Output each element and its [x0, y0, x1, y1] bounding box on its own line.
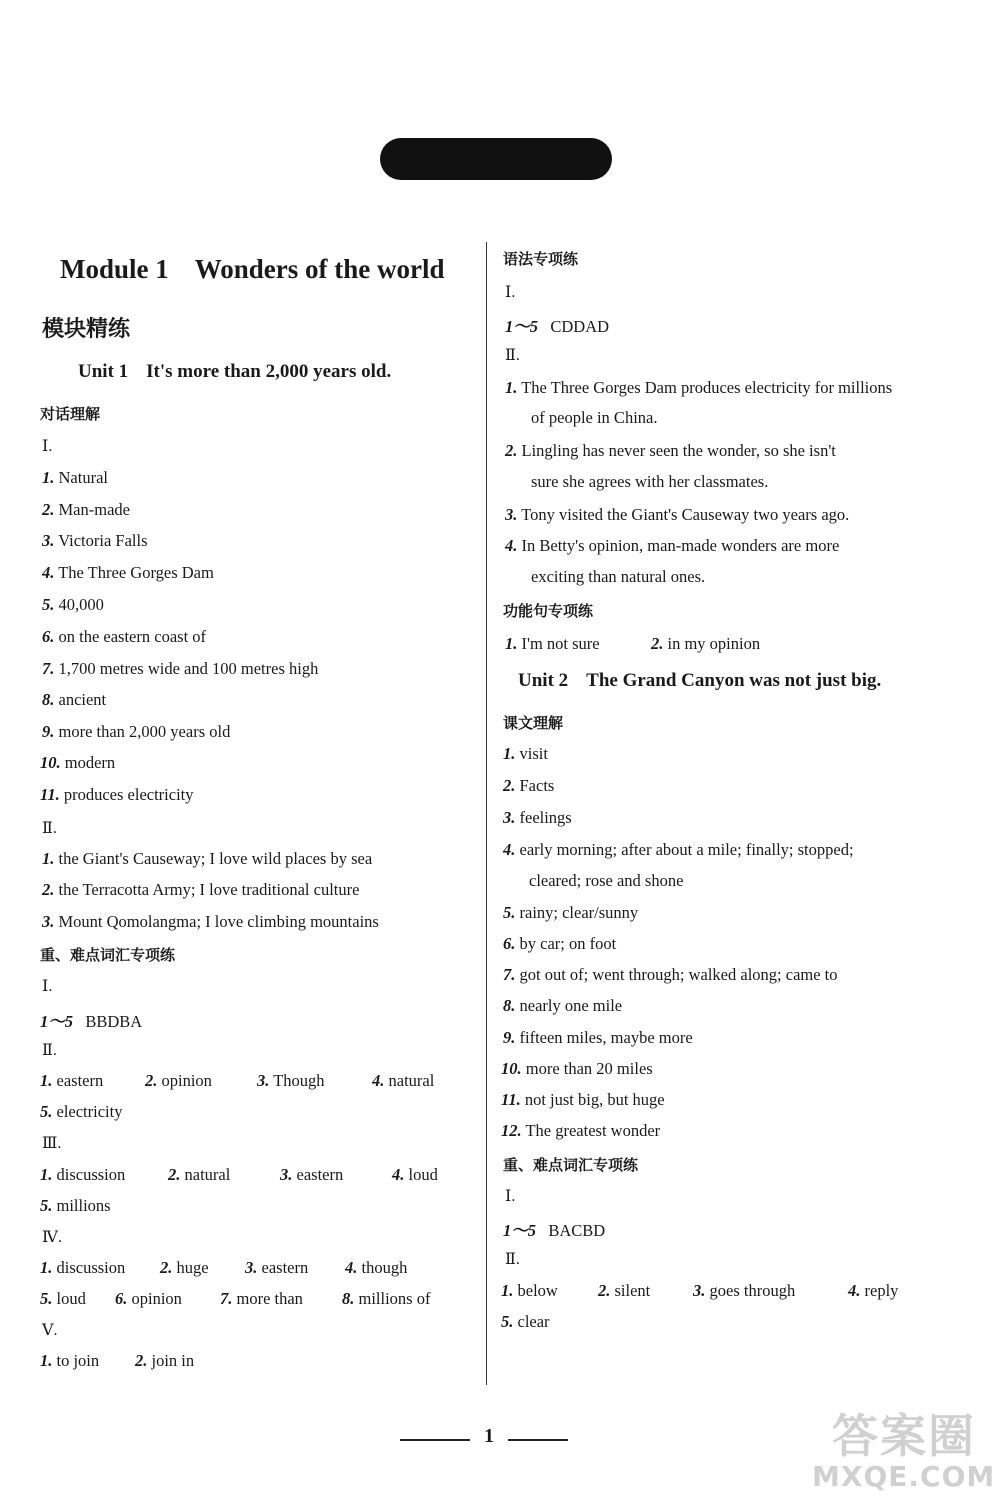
answer-item: 10. more than 20 miles [501, 1059, 653, 1078]
answer-item: 3. Mount Qomolangma; I love climbing mountains [42, 912, 379, 931]
answer-item: 7. more than [220, 1289, 303, 1308]
module-title [60, 254, 445, 285]
answer-item: 3. goes through [693, 1281, 796, 1300]
unit1-title [78, 361, 391, 383]
unit2-title [518, 670, 881, 692]
answer-item: 1. The Three Gorges Dam produces electricity for millions [505, 378, 893, 397]
answer-item: 6. opinion [115, 1289, 182, 1308]
answer-item: 3. Victoria Falls [42, 531, 148, 550]
answer-item: 5. rainy; clear/sunny [503, 903, 639, 922]
header-banner [380, 138, 612, 180]
answer-item: 2. natural [168, 1165, 231, 1184]
answer-item: 11. not just big, but huge [501, 1090, 665, 1109]
answer-item: 2. Facts [503, 776, 555, 795]
answer-item: 4. loud [392, 1165, 438, 1184]
roman-numeral: Ⅲ. [42, 1135, 62, 1152]
answer-item: 3. eastern [245, 1258, 309, 1277]
roman-numeral: Ⅱ. [42, 820, 57, 837]
answer-item: 5. clear [501, 1312, 550, 1331]
answer-item: 4. early morning; after about a mile; finally; stopped; [503, 840, 854, 859]
answer-item: 3. feelings [503, 808, 572, 827]
answer-item: 1. eastern [40, 1071, 104, 1090]
answer-item: 4. The Three Gorges Dam [42, 563, 214, 582]
watermark-logo [812, 1400, 996, 1493]
section-title: 模块精练 [42, 317, 131, 342]
answer-item: 8. ancient [42, 690, 107, 709]
answer-item: 2. join in [135, 1351, 195, 1370]
answer-item: 1. discussion [40, 1258, 126, 1277]
answer-item: 5. millions [40, 1196, 111, 1215]
column-divider [486, 242, 487, 1385]
answer-item-continuation: exciting than natural ones. [531, 567, 706, 586]
answer-item: 9. fifteen miles, maybe more [503, 1028, 693, 1047]
roman-numeral: Ⅱ. [505, 347, 520, 364]
answer-item: 3. eastern [280, 1165, 344, 1184]
answer-item: 8. nearly one mile [503, 996, 623, 1015]
answer-item: 1. the Giant's Causeway; I love wild places by sea [42, 849, 373, 868]
answer-item: 1～5 BBDBA [40, 1012, 143, 1031]
unit1-number: Unit 1 [78, 361, 129, 382]
sub-heading-grammar: 语法专项练 [503, 250, 579, 268]
roman-numeral: Ⅱ. [42, 1042, 57, 1059]
answer-item: 1. I'm not sure [505, 634, 600, 653]
roman-numeral: Ⅴ. [42, 1322, 58, 1339]
answer-item: 8. millions of [342, 1289, 431, 1308]
page-number: 1 [484, 1425, 494, 1447]
sub-heading-text: 课文理解 [503, 714, 564, 732]
answer-item: 9. more than 2,000 years old [42, 722, 231, 741]
roman-numeral: Ⅰ. [42, 438, 53, 455]
answer-item: 1. Natural [42, 468, 108, 487]
answer-item: 7. 1,700 metres wide and 100 metres high [42, 659, 319, 678]
answer-item: 12. The greatest wonder [501, 1121, 661, 1140]
unit1-name: It's more than 2,000 years old. [146, 361, 392, 382]
sub-heading-vocab2: 重、难点词汇专项练 [503, 1156, 639, 1174]
answer-item: 2. opinion [145, 1071, 212, 1090]
answer-item: 2. Man-made [42, 500, 130, 519]
answer-item: 1. discussion [40, 1165, 126, 1184]
answer-item: 1. to join [40, 1351, 100, 1370]
watermark-text: 答案圈 [832, 1409, 976, 1463]
answer-item: 4. though [345, 1258, 408, 1277]
unit2-name: The Grand Canyon was not just big. [586, 670, 882, 691]
roman-numeral: Ⅰ. [505, 1188, 516, 1205]
roman-numeral: Ⅱ. [505, 1251, 520, 1268]
answer-item: 5. electricity [40, 1102, 123, 1121]
answer-item-continuation: of people in China. [531, 408, 658, 427]
module-name: Wonders of the world [194, 254, 445, 284]
answer-item: 7. got out of; went through; walked along; came to [503, 965, 838, 984]
answer-item: 1～5 CDDAD [505, 317, 610, 336]
answer-item: 1. visit [503, 744, 548, 763]
answer-item: 5. 40,000 [42, 595, 104, 614]
answer-item: 3. Tony visited the Giant's Causeway two years ago. [505, 505, 850, 524]
answer-item: 2. the Terracotta Army; I love traditional culture [42, 880, 360, 899]
answer-item: 6. by car; on foot [503, 934, 617, 953]
footer-ornament-left [400, 1439, 470, 1441]
roman-numeral: Ⅰ. [42, 978, 53, 995]
answer-item: 6. on the eastern coast of [42, 627, 207, 646]
answer-item: 2. huge [160, 1258, 209, 1277]
answer-item: 4. reply [848, 1281, 899, 1300]
answer-item: 2. Lingling has never seen the wonder, so she isn't [505, 441, 836, 460]
answer-item: 4. In Betty's opinion, man-made wonders are more [505, 536, 840, 555]
roman-numeral: Ⅳ. [42, 1229, 62, 1246]
answer-item: 2. in my opinion [651, 634, 761, 653]
module-number: Module 1 [60, 254, 169, 284]
watermark-url: MXQE.COM [812, 1460, 996, 1493]
answer-item: 11. produces electricity [40, 785, 194, 804]
answer-item-continuation: cleared; rose and shone [529, 871, 684, 890]
unit2-number: Unit 2 [518, 670, 569, 691]
sub-heading-dialogue: 对话理解 [40, 405, 101, 423]
answer-item: 10. modern [40, 753, 116, 772]
answer-item: 1～5 BACBD [503, 1221, 606, 1240]
sub-heading-vocab: 重、难点词汇专项练 [40, 946, 176, 964]
sub-heading-function: 功能句专项练 [503, 602, 594, 620]
answer-item-continuation: sure she agrees with her classmates. [531, 472, 769, 491]
answer-item: 3. Though [257, 1071, 325, 1090]
answer-item: 2. silent [598, 1281, 651, 1300]
footer-ornament-right [508, 1439, 568, 1441]
answer-item: 1. below [501, 1281, 558, 1300]
answer-item: 4. natural [372, 1071, 435, 1090]
roman-numeral: Ⅰ. [505, 284, 516, 301]
answer-item: 5. loud [40, 1289, 86, 1308]
